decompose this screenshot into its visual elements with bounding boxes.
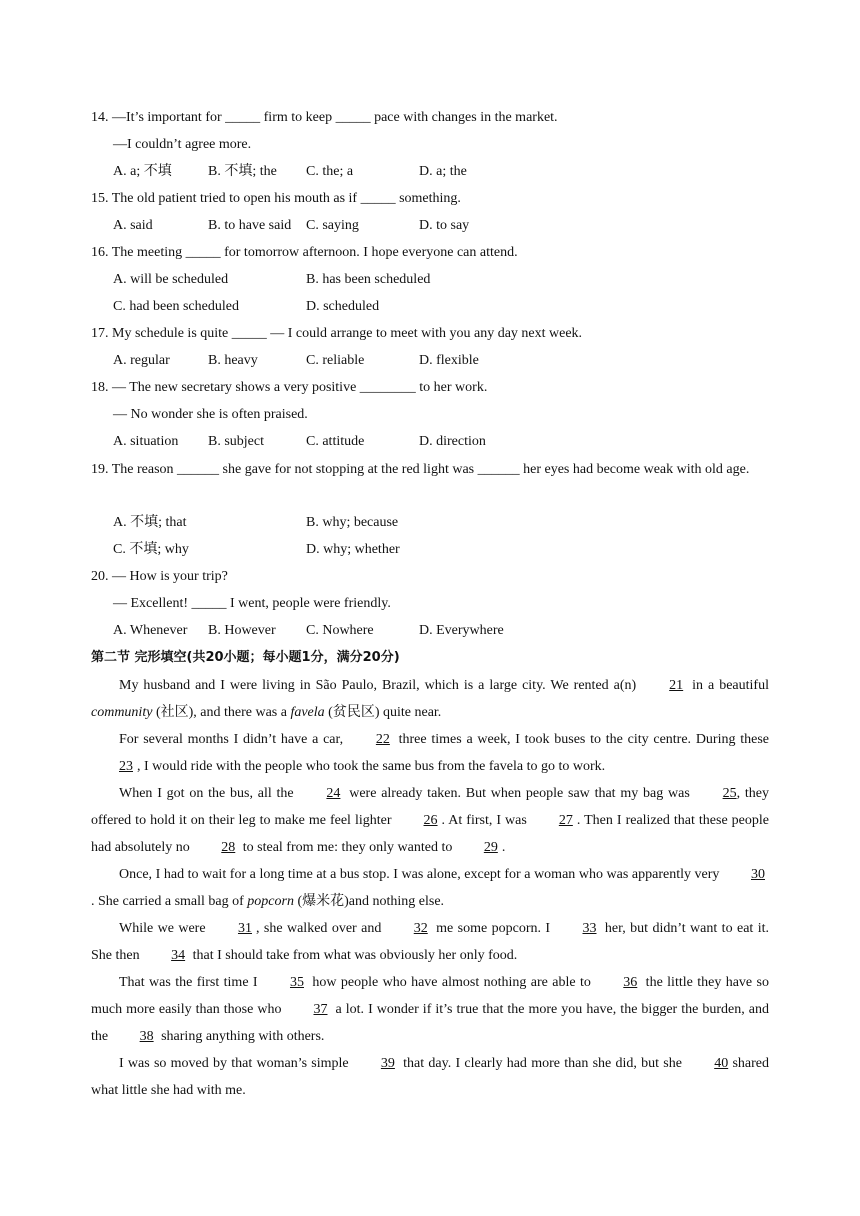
question-20-stem: 20. — How is your trip? [91,569,228,584]
blank-39: 39 [380,1056,395,1071]
question-16-stem: 16. The meeting _____ for tomorrow afternoon. I hope everyone can attend. [91,245,518,260]
text: , she walked over and [255,921,386,936]
text: how people who have almost nothing are able to [307,975,596,990]
text: , they offered to hold it on their leg to make me feel lighter [91,786,769,828]
blank-27: 27 [558,813,573,828]
question-19-stem: 19. The reason ______ she gave for not stopping at the red light was ______ her eyes had become weak with old age. [91,462,750,477]
question-15-options [0,216,860,236]
text: me some popcorn. I [431,921,555,936]
option-a: A. regular [113,353,170,368]
option-b: B. However [208,623,276,638]
blank-22: 22 [375,732,390,747]
question-20-options [0,621,860,641]
question-18-stem: 18. — The new secretary shows a very positive ________ to her work. [91,380,488,395]
question-15-stem: 15. The old patient tried to open his mouth as if _____ something. [91,191,461,206]
blank-21: 21 [669,678,684,693]
option-d: D. direction [419,434,486,449]
blank-34: 34 [171,948,186,963]
option-c: C. 不填; why [113,542,189,557]
passage-paragraph-5 [91,915,769,969]
italic-term: popcorn [247,894,294,909]
text: (贫民区) quite near. [324,705,442,720]
text: When I got on the bus, all the [119,786,299,801]
section-heading: 第二节 完形填空(共20小题；每小题1分，满分20分) [91,650,400,665]
option-d: D. to say [419,218,470,233]
question-14-reply: —I couldn’t agree more. [113,137,252,152]
italic-term: favela [290,705,325,720]
text: shared what little she had with me. [91,1056,769,1098]
option-a: A. 不填; that [113,515,187,530]
text: . Then I realized that these people had absolutely no [91,813,769,855]
option-b: B. has been scheduled [306,272,431,287]
option-a: A. situation [113,434,179,449]
blank-38: 38 [139,1029,154,1044]
option-c: C. saying [306,218,359,233]
option-a: A. Whenever [113,623,188,638]
passage-paragraph-4 [91,861,769,915]
question-18-options [0,432,860,452]
blank-35: 35 [289,975,304,990]
text: a lot. I wonder if it’s true that the more you have, the bigger the burden, and the [91,1002,769,1044]
text: were already taken. But when people saw that my bag was [344,786,695,801]
blank-30: 30 [751,867,765,882]
question-16-options-row1 [0,270,860,290]
blank-40: 40 [714,1056,729,1071]
italic-term: community [91,705,153,720]
question-16-options-row2 [0,297,860,317]
passage-paragraph-3 [91,780,769,861]
passage-paragraph-1 [91,672,769,726]
option-a: A. a; 不填 [113,164,172,179]
blank-25: 25 [722,786,737,801]
text: in a beautiful [687,678,769,693]
text: . [501,840,506,855]
question-17-options [0,351,860,371]
blank-23: 23 [119,759,133,774]
text: three times a week, I took buses to the city centre. During these [393,732,769,747]
option-d: D. Everywhere [419,623,504,638]
option-a: A. will be scheduled [113,272,229,287]
question-18-reply: — No wonder she is often praised. [113,407,308,422]
text: that day. I clearly had more than she did, but she [398,1056,687,1071]
option-c: C. reliable [306,353,365,368]
option-d: D. why; whether [306,542,400,557]
blank-29: 29 [483,840,498,855]
text: . She carried a small bag of [91,894,248,909]
text: I was so moved by that woman’s simple [119,1056,353,1071]
passage-paragraph-2 [91,726,769,780]
option-d: D. flexible [419,353,479,368]
option-c: C. the; a [306,164,354,179]
passage-paragraph-7 [91,1050,769,1104]
question-19-options-row1 [0,513,860,533]
option-c: C. Nowhere [306,623,374,638]
passage-paragraph-6 [91,969,769,1050]
option-b: B. 不填; the [208,164,277,179]
option-d: D. scheduled [306,299,380,314]
text: that I should take from what was obviously her only food. [189,948,518,963]
blank-36: 36 [623,975,638,990]
option-b: B. why; because [306,515,399,530]
question-20-reply: — Excellent! _____ I went, people were friendly. [113,596,391,611]
text: That was the first time I [119,975,262,990]
option-b: B. heavy [208,353,258,368]
text: to steal from me: they only wanted to [239,840,456,855]
option-b: B. subject [208,434,264,449]
blank-26: 26 [423,813,438,828]
text: (社区), and there was a [152,705,291,720]
option-c: C. attitude [306,434,365,449]
question-14-stem: 14. —It’s important for _____ firm to keep _____ pace with changes in the market. [91,110,558,125]
option-b: B. to have said [208,218,292,233]
blank-28: 28 [221,840,236,855]
text: My husband and I were living in São Paulo, Brazil, which is a large city. We rented a(n) [119,678,642,693]
option-a: A. said [113,218,153,233]
blank-37: 37 [313,1002,328,1017]
option-c: C. had been scheduled [113,299,239,314]
blank-24: 24 [326,786,341,801]
question-14-options [0,162,860,182]
text: (爆米花)and nothing else. [293,894,445,909]
question-19-options-row2 [0,540,860,560]
text: Once, I had to wait for a long time at a bus stop. I was alone, except for a woman who was apparently very [119,867,723,882]
blank-31: 31 [237,921,252,936]
question-17-stem: 17. My schedule is quite _____ — I could arrange to meet with you any day next week. [91,326,583,341]
text: While we were [119,921,210,936]
option-d: D. a; the [419,164,467,179]
text: the little they have so much more easily than those who [91,975,769,1017]
blank-32: 32 [413,921,428,936]
text: sharing anything with others. [157,1029,325,1044]
text: her, but didn’t want to eat it. She then [91,921,769,963]
text: , I would ride with the people who took the same bus from the favela to go to work. [137,759,606,774]
text: For several months I didn’t have a car, [119,732,348,747]
blank-33: 33 [582,921,597,936]
text: . At first, I was [441,813,531,828]
